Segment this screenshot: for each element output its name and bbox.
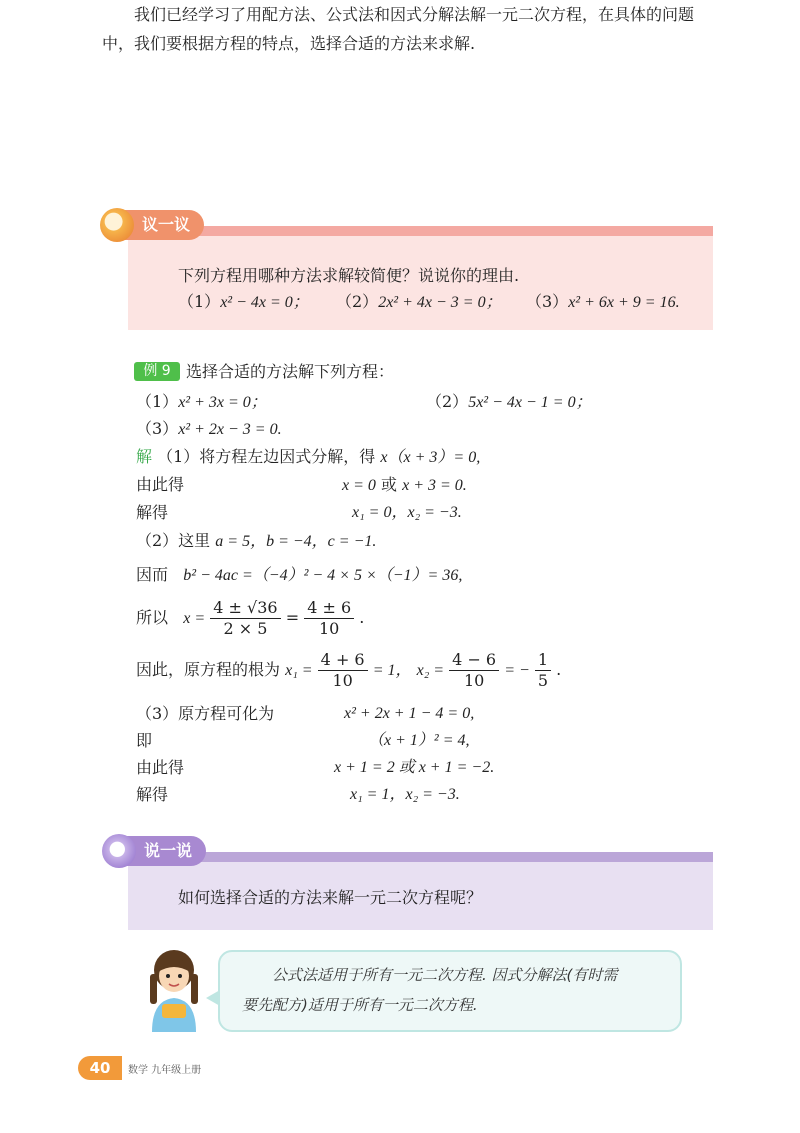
solution-1-youcide: 由此得 <box>136 475 185 494</box>
discuss-item-1-eq: x² − 4x = 0； <box>220 294 309 311</box>
solution-line-1 <box>136 447 480 468</box>
intro-text: 我们已经学习了用配方法、公式法和因式分解法解一元二次方程，在具体的问题中，我们要根据方程的特点，选择合适的方法来求解. <box>102 5 695 53</box>
discuss-panel-header-strip <box>128 226 713 236</box>
talk-bubble-icon <box>102 834 136 868</box>
solution-3-ji: 即 <box>136 731 153 750</box>
solution-2-x2-num: 4 − 6 <box>449 650 499 671</box>
solution-2-x2-den: 10 <box>463 671 485 690</box>
solution-3-eq1: x² + 2x + 1 − 4 = 0, <box>344 705 475 722</box>
solution-2-fraction-2 <box>304 598 354 639</box>
example-problem-3-label: （3） <box>136 419 179 438</box>
discuss-item-3 <box>526 292 680 313</box>
solution-2-suoyi: 所以 <box>136 608 169 627</box>
solution-2-period: . <box>359 608 365 627</box>
solution-2-abc: a = 5，b = −4，c = −1. <box>215 533 377 550</box>
example-title: 选择合适的方法解下列方程： <box>186 362 395 381</box>
solution-2-discriminant: b² − 4ac =（−4）² − 4 × 5 ×（−1）= 36, <box>183 567 463 584</box>
solution-1-factored: x（x + 3）= 0, <box>380 449 481 466</box>
solution-2-fraction-1-den: 2 × 5 <box>223 619 268 638</box>
discuss-prompt: 下列方程用哪种方法求解较简便？说说你的理由. <box>178 266 520 285</box>
talk-tag-label: 说一说 <box>144 841 193 860</box>
solution-2-x2-label: x₂ = <box>416 662 445 679</box>
solution-2-x1-num: 4 + 6 <box>318 650 368 671</box>
solution-3-roots: x₁ = 1，x₂ = −3. <box>350 786 460 803</box>
solution-2-roots-line <box>136 648 561 693</box>
example-problem-1 <box>136 392 267 413</box>
solution-3-eq2: （x + 1）² = 4, <box>368 732 470 749</box>
solution-1-case-b: x + 3 = 0. <box>402 477 467 494</box>
solution-2-formula-line <box>136 596 364 641</box>
speech-line-2: 要先配方)适用于所有一元二次方程. <box>242 996 478 1014</box>
solution-1-cases <box>342 475 467 496</box>
solution-2-disc-line <box>136 565 462 586</box>
intro-paragraph <box>102 0 722 58</box>
example-badge: 例 9 <box>134 362 180 381</box>
speech-text <box>242 960 662 1020</box>
example-problem-2 <box>426 392 592 413</box>
solution-2-x1-den: 10 <box>332 671 353 690</box>
discuss-item-2 <box>336 292 502 313</box>
solution-1-jiede: 解得 <box>136 503 169 522</box>
solution-2-fraction-1-num: 4 ± √36 <box>210 598 280 619</box>
example-problem-3-eq: x² + 2x − 3 = 0. <box>178 421 282 438</box>
solution-2-line <box>136 531 376 552</box>
solution-1-case-a: x = 0 <box>342 477 376 494</box>
discuss-item-2-eq: 2x² + 4x − 3 = 0； <box>378 294 502 311</box>
solution-2-yiner: 因而 <box>136 565 169 584</box>
page-number: 40 <box>78 1056 122 1080</box>
solution-3-intro: （3）原方程可化为 <box>136 704 275 723</box>
discuss-item-3-label: （3） <box>526 292 569 311</box>
solution-1-intro: （1）将方程左边因式分解，得 <box>157 447 376 466</box>
solution-2-x1-label: x₁ = <box>285 662 313 679</box>
solution-jie: 解 <box>136 447 153 466</box>
solution-2-yinci: 因此，原方程的根为 <box>136 660 281 679</box>
discuss-item-3-eq: x² + 6x + 9 = 16. <box>568 294 680 311</box>
solution-1-or: 或 <box>381 475 398 494</box>
solution-2-fraction-1 <box>210 598 280 639</box>
student-girl-illustration <box>136 948 212 1032</box>
solution-2-x1-fraction <box>318 650 368 691</box>
solution-1-roots: x₁ = 0，x₂ = −3. <box>352 504 462 521</box>
solution-2-x2-value-den: 5 <box>537 671 549 690</box>
solution-2-x2-fraction <box>449 650 499 691</box>
solution-2-x2-value-num: 1 <box>535 650 551 671</box>
example-problem-3 <box>136 419 282 440</box>
talk-prompt: 如何选择合适的方法来解一元二次方程呢？ <box>178 888 483 907</box>
solution-2-x2-period: . <box>556 660 562 679</box>
footer-book-title: 数学 九年级上册 <box>128 1065 202 1076</box>
solution-2-x1-value: = 1， <box>372 662 412 679</box>
speech-line-1: 公式法适用于所有一元二次方程. 因式分解法(有时需 <box>272 966 618 984</box>
discuss-people-icon <box>100 208 134 242</box>
solution-2-x2-value-fraction <box>535 650 551 691</box>
discuss-item-2-label: （2） <box>336 292 379 311</box>
example-problem-1-label: （1） <box>136 392 179 411</box>
solution-3-youcide: 由此得 <box>136 758 185 777</box>
solution-2-x-label: x = <box>183 610 206 627</box>
solution-2-equals: = <box>285 608 300 627</box>
example-problem-2-label: （2） <box>426 392 469 411</box>
solution-2-fraction-2-den: 10 <box>318 619 340 638</box>
speech-bubble-tail <box>206 990 220 1006</box>
example-problem-1-eq: x² + 3x = 0； <box>178 394 267 411</box>
solution-2-fraction-2-num: 4 ± 6 <box>304 598 354 619</box>
solution-2-x2-equals: = − <box>504 662 530 679</box>
discuss-tag-label: 议一议 <box>142 215 191 234</box>
discuss-item-1 <box>178 292 309 313</box>
example-problem-2-eq: 5x² − 4x − 1 = 0； <box>468 394 592 411</box>
solution-2-intro: （2）这里 <box>136 531 211 550</box>
solution-3-jiede: 解得 <box>136 785 169 804</box>
solution-3-eq3: x + 1 = 2 或 x + 1 = −2. <box>334 759 495 776</box>
talk-panel-header-strip <box>128 852 713 862</box>
discuss-item-1-label: （1） <box>178 292 221 311</box>
